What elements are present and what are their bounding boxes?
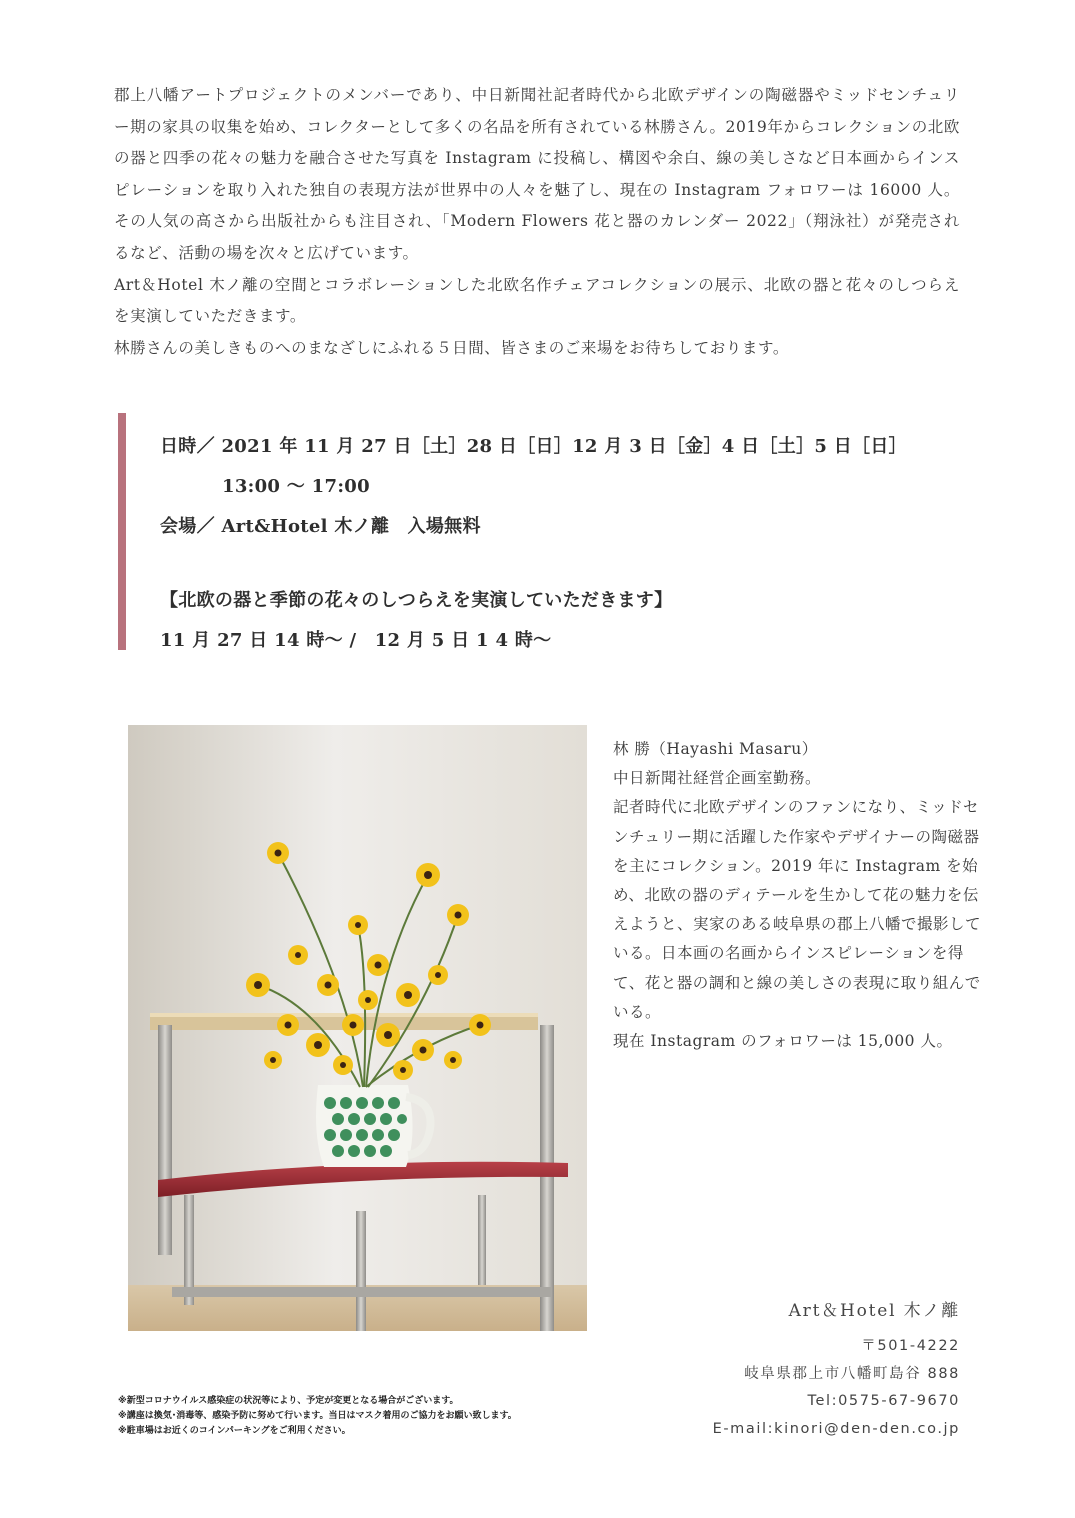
event-time: 13:00 〜 17:00	[222, 476, 370, 497]
demo-title: 【北欧の器と季節の花々のしつらえを実演していただきます】	[160, 590, 673, 611]
profile-line-3: 現在 Instagram のフォロワーは 15,000 人。	[613, 1032, 953, 1051]
profile-section	[613, 735, 993, 1056]
venue-name: Art＆Hotel 木ノ離	[788, 1301, 960, 1321]
intro-paragraph-2: Art＆Hotel 木ノ離の空間とコラボレーションした北欧名作チェアコレクションの展示、北欧の器と花々のしつらえを実演していただきます。	[114, 275, 960, 326]
profile-line-1: 中日新聞社経営企画室勤務。	[613, 769, 822, 788]
event-date: 日時／ 2021 年 11 月 27 日［土］28 日［日］12 月 3 日［金］4 日［土］5 日［日］	[160, 436, 907, 457]
intro-text	[114, 80, 960, 364]
note-2: ※講座は換気･消毒等、感染予防に努めて行います。当日はマスク着用のご協力をお願い致します。	[118, 1411, 517, 1421]
intro-paragraph-1: 郡上八幡アートプロジェクトのメンバーであり、中日新聞社記者時代から北欧デザインの陶磁器やミッドセンチュリー期の家具の収集を始め、コレクターとして多くの名品を所有されている林勝さん。2019年からコレクションの北欧の器と四季の花々の魅力を融合させた写真を Instagram に投稿し、構図や余白、線の美しさなど日本画からインスピレーションを取り入れた独自の表現方法が世界中の人々を魅了し、現在の Instagram フォロワーは 16000 人。その人気の高さから出版社からも注目され、「Modern Flowers 花と器のカレンダー 2022」（翔泳社）が発売されるなど、活動の場を次々と広げています。	[114, 86, 960, 262]
venue-tel: Tel:0575-67-9670	[807, 1393, 960, 1409]
event-info-block	[118, 413, 968, 650]
profile-name: 林 勝（Hayashi Masaru）	[613, 740, 818, 758]
note-3: ※駐車場はお近くのコインパーキングをご利用ください。	[118, 1426, 351, 1436]
venue-address: 岐阜県郡上市八幡町島谷 888	[744, 1365, 960, 1382]
profile-line-2: 記者時代に北欧デザインのファンになり、ミッドセンチュリー期に活躍した作家やデザイナーの陶磁器を主にコレクション。2019 年に Instagram を始め、北欧の器のディテールを生かして花の魅力を伝えようと、実家のある岐阜県の郡上八幡で撮影している。日本画の名画からインスピレーションを得て、花と器の調和と線の美しさの表現に取り組んでいる。	[613, 798, 982, 1021]
event-spacer	[160, 547, 968, 581]
note-1: ※新型コロナウイルス感染症の状況等により、予定が変更となる場合がございます。	[118, 1396, 459, 1406]
event-venue: 会場／ Art&Hotel 木ノ離 入場無料	[160, 516, 481, 537]
flower-chair-photo	[128, 725, 587, 1331]
notes	[118, 1394, 638, 1439]
venue-email: E-mail:kinori@den-den.co.jp	[712, 1420, 960, 1437]
intro-paragraph-3: 林勝さんの美しきものへのまなざしにふれる５日間、皆さまのご来場をお待ちしております。	[114, 338, 789, 357]
venue-contact	[713, 1296, 960, 1443]
venue-postal: 〒501-4222	[861, 1338, 960, 1354]
demo-times: 11 月 27 日 14 時〜 / 12 月 5 日 1 4 時〜	[160, 630, 552, 651]
